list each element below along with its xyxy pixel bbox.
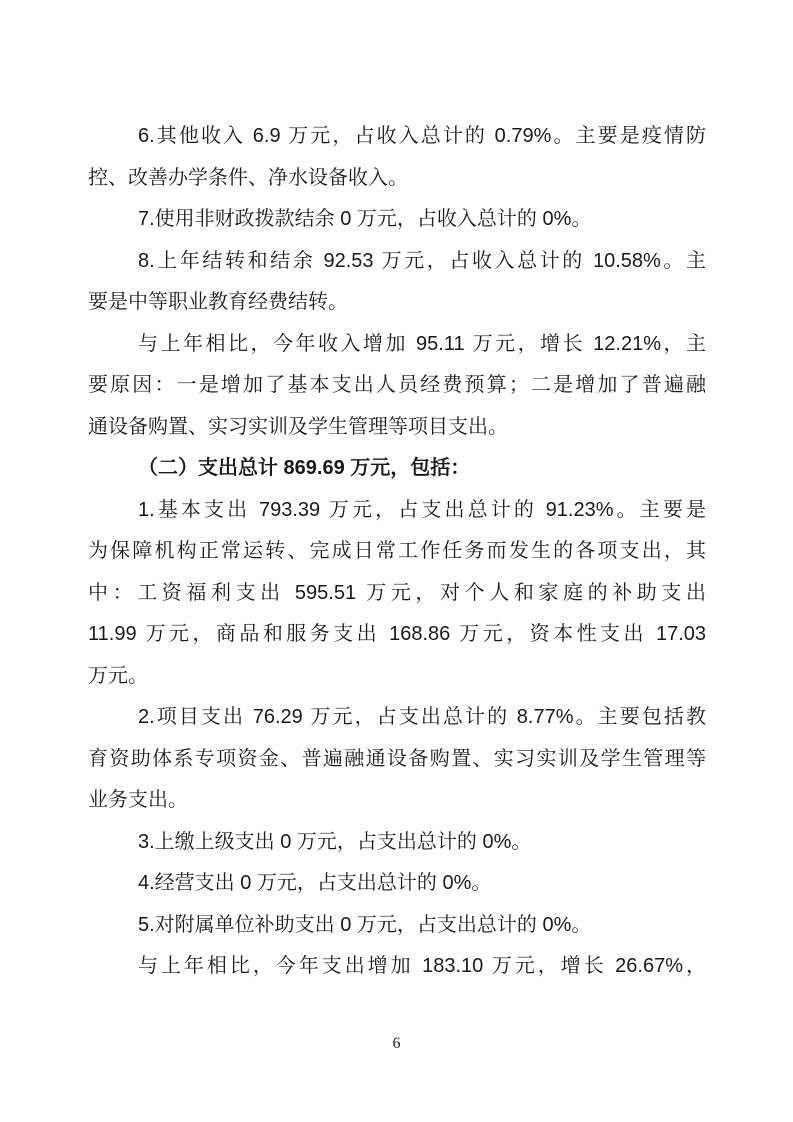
affiliate-subsidy-item (88, 905, 706, 947)
operating-expenditure-item (88, 863, 706, 905)
text-line: 11.99 万元，商品和服务支出 168.86 万元，资本性支出 17.03 (88, 623, 706, 645)
text-line: 2.项目支出 76.29 万元，占支出总计的 8.77%。主要包括教 (138, 706, 706, 728)
text-line: 4.经营支出 0 万元，占支出总计的 0%。 (138, 872, 492, 894)
text-line: 通设备购置、实习实训及学生管理等项目支出。 (88, 415, 508, 438)
text-line: 6.其他收入 6.9 万元，占收入总计的 0.79%。主要是疫情防 (138, 125, 706, 147)
text-line: 1.基本支出 793.39 万元，占支出总计的 91.23%。主要是 (138, 498, 706, 521)
document-body (88, 116, 706, 988)
other-income-item (88, 116, 706, 199)
text-line: （二）支出总计 869.69 万元，包括： (138, 457, 471, 479)
text-line: 万元。 (88, 664, 148, 687)
text-line: 为保障机构正常运转、完成日常工作任务而发生的各项支出，其 (88, 540, 706, 562)
basic-expenditure-item (88, 490, 706, 698)
prior-year-carryover-item (88, 241, 706, 324)
text-line: 5.对附属单位补助支出 0 万元，占支出总计的 0%。 (138, 913, 592, 936)
project-expenditure-item (88, 697, 706, 822)
expenditure-comparison (88, 946, 706, 988)
heading-total-expenditure (88, 448, 706, 490)
text-line: 要原因：一是增加了基本支出人员经费预算；二是增加了普遍融 (88, 374, 706, 396)
text-line: 育资助体系专项资金、普遍融通设备购置、实习实训及学生管理等 (88, 747, 706, 770)
upward-remittance-item (88, 822, 706, 864)
text-line: 要是中等职业教育经费结转。 (88, 291, 348, 313)
text-line: 与上年相比，今年支出增加 183.10 万元，增长 26.67%， (138, 955, 706, 977)
text-line: 与上年相比，今年收入增加 95.11 万元，增长 12.21%，主 (138, 332, 706, 355)
text-line: 业务支出。 (88, 789, 188, 811)
text-line: 3.上缴上级支出 0 万元，占支出总计的 0%。 (138, 830, 532, 853)
text-line: 中：工资福利支出 595.51 万元，对个人和家庭的补助支出 (88, 581, 706, 604)
income-comparison (88, 324, 706, 449)
text-line: 7.使用非财政拨款结余 0 万元，占收入总计的 0%。 (138, 208, 592, 230)
page-number: 6 (392, 1035, 401, 1052)
text-line: 控、改善办学条件、净水设备收入。 (88, 166, 408, 189)
non-fiscal-carryover-item (88, 199, 706, 241)
text-line: 8.上年结转和结余 92.53 万元，占收入总计的 10.58%。主 (138, 249, 706, 272)
